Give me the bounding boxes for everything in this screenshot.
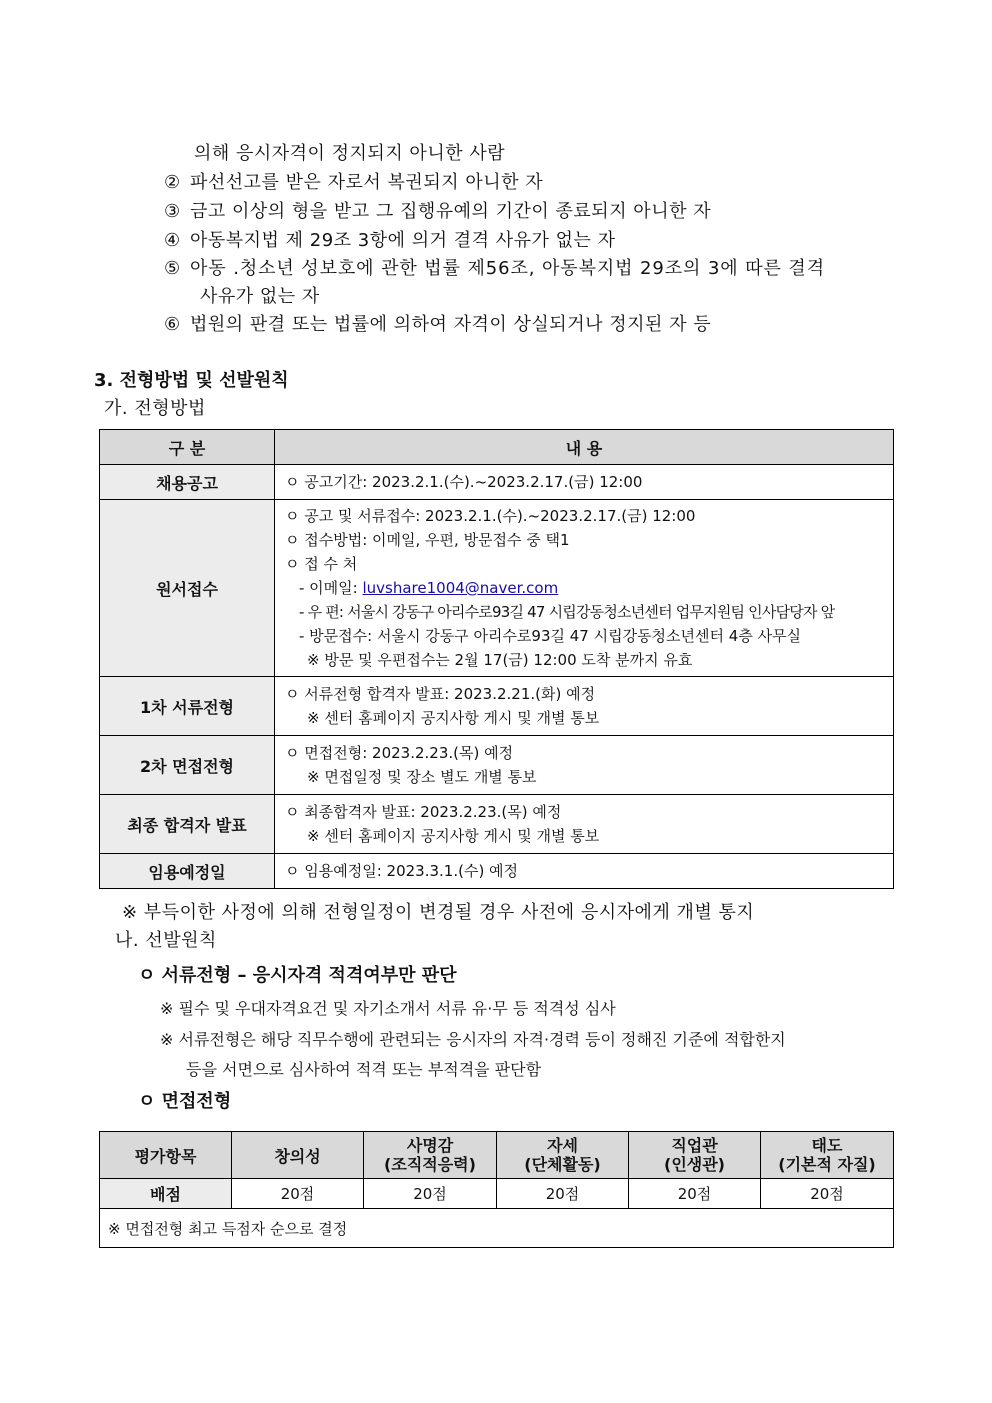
row-label: 1차 서류전형 [100, 677, 275, 736]
item-number: ⑤ [164, 258, 181, 279]
visit-line: - 방문접수: 서울시 강동구 아리수로93길 47 시립강동청소년센터 4층 사무실 [299, 627, 802, 645]
header-subline: (단체활동) [524, 1155, 601, 1174]
receipt-note: ※ 방문 및 우편접수는 2월 17(금) 12:00 도착 분까지 유효 [307, 651, 693, 669]
header-category: 구 분 [100, 430, 275, 465]
content-note: ※ 면접일정 및 장소 별도 개별 통보 [307, 768, 537, 786]
header-manner [761, 1132, 894, 1179]
score-row-label: 배점 [100, 1179, 232, 1209]
table-row [100, 500, 894, 677]
section-3-heading: 3. 전형방법 및 선발원칙 [94, 370, 289, 391]
interview-header-row [100, 1132, 894, 1179]
score-cell: 20점 [497, 1179, 629, 1209]
item-text: 법원의 판결 또는 법률에 의하여 자격이 상실되거나 정지된 자 등 [190, 314, 712, 335]
score-row [100, 1179, 894, 1209]
content-line: ㅇ 공고기간: 2023.2.1.(수).~2023.2.17.(금) 12:00 [285, 473, 643, 491]
row-label: 2차 면접전형 [100, 736, 275, 795]
doc-screening-note-2: ※ 서류전형은 해당 직무수행에 관련되는 응시자의 자격·경력 등이 정해진 기준에 적합한지 [160, 1030, 786, 1049]
header-creativity [232, 1132, 364, 1179]
eligibility-item-5 [164, 254, 825, 280]
schedule-table [99, 429, 894, 889]
interview-footnote: ※ 면접전형 최고 득점자 순으로 결정 [100, 1209, 894, 1248]
sub-heading-b: 나. 선발원칙 [115, 930, 217, 951]
interview-heading: ㅇ 면접전형 [138, 1091, 232, 1112]
header-subline: (조직적응력) [384, 1155, 476, 1174]
table-row [100, 736, 894, 795]
header-content: 내 용 [275, 430, 894, 465]
doc-screening-heading: ㅇ 서류전형 – 응시자격 적격여부만 판단 [138, 965, 457, 986]
content-line: ㅇ 면접전형: 2023.2.23.(목) 예정 [285, 744, 514, 762]
footnote-row [100, 1209, 894, 1248]
header-subline: (기본적 자질) [778, 1155, 876, 1174]
email-line [285, 576, 883, 600]
row-label: 최종 합격자 발표 [100, 795, 275, 854]
content-line: ㅇ 임용예정일: 2023.3.1.(수) 예정 [285, 862, 519, 880]
content-line: ㅇ 접수방법: 이메일, 우편, 방문접수 중 택1 [285, 531, 570, 549]
post-line: - 우 편: 서울시 강동구 아리수로93길 47 시립강동청소년센터 업무지원팀 인사담당자 앞 [299, 603, 835, 621]
doc-screening-note-1: ※ 필수 및 우대자격요건 및 자기소개서 서류 유·무 등 적격성 심사 [160, 999, 616, 1018]
item-number: ② [164, 172, 181, 193]
item-text: 아동복지법 제 29조 3항에 의거 결격 사유가 없는 자 [190, 230, 616, 251]
eligibility-item-6 [164, 310, 711, 336]
row-label: 채용공고 [100, 465, 275, 500]
score-cell: 20점 [761, 1179, 894, 1209]
header-line: 평가항목 [134, 1146, 197, 1166]
row-content [275, 736, 894, 795]
header-work-ethic [629, 1132, 761, 1179]
header-line: 태도 [811, 1136, 843, 1155]
item-text: 파선선고를 받은 자로서 복권되지 아니한 자 [190, 172, 544, 193]
content-line: ㅇ 서류전형 합격자 발표: 2023.2.21.(화) 예정 [285, 685, 596, 703]
email-link[interactable]: luvshare1004@naver.com [362, 579, 559, 597]
eligibility-item-2 [164, 168, 543, 194]
header-attitude-posture [497, 1132, 629, 1179]
header-line: 사명감 [406, 1136, 454, 1155]
item-number: ④ [164, 230, 181, 251]
eligibility-item-4 [164, 226, 616, 252]
item-number: ③ [164, 201, 181, 222]
eligibility-item-3 [164, 197, 711, 223]
score-cell: 20점 [364, 1179, 497, 1209]
row-content [275, 500, 894, 677]
eligibility-item-5-cont: 사유가 없는 자 [200, 286, 320, 307]
sub-heading-a: 가. 전형방법 [104, 398, 206, 419]
header-line: 자세 [547, 1136, 578, 1155]
item-text: 금고 이상의 형을 받고 그 집행유예의 기간이 종료되지 아니한 자 [190, 201, 712, 222]
table-row [100, 854, 894, 889]
table-header-row [100, 430, 894, 465]
eligibility-continuation: 의해 응시자격이 정지되지 아니한 사람 [194, 143, 506, 164]
content-note: ※ 센터 홈페이지 공지사항 게시 및 개별 통보 [307, 827, 600, 845]
header-line: 창의성 [274, 1146, 321, 1166]
score-cell: 20점 [629, 1179, 761, 1209]
content-line: ㅇ 접 수 처 [285, 555, 358, 573]
row-label: 임용예정일 [100, 854, 275, 889]
row-label: 원서접수 [100, 500, 275, 677]
item-text: 아동 .청소년 성보호에 관한 법률 제56조, 아동복지법 29조의 3에 따른 결격 [190, 258, 825, 279]
interview-table [99, 1131, 894, 1248]
header-subline: (인생관) [664, 1155, 725, 1174]
row-content [275, 795, 894, 854]
content-line: ㅇ 공고 및 서류접수: 2023.2.1.(수).~2023.2.17.(금) 12:00 [285, 507, 696, 525]
content-note: ※ 센터 홈페이지 공지사항 게시 및 개별 통보 [307, 709, 600, 727]
table-row [100, 465, 894, 500]
table-row [100, 795, 894, 854]
score-cell: 20점 [232, 1179, 364, 1209]
row-content [275, 854, 894, 889]
row-content [275, 677, 894, 736]
schedule-change-note: ※ 부득이한 사정에 의해 전형일정이 변경될 경우 사전에 응시자에게 개별 통지 [122, 902, 755, 923]
email-prefix: - 이메일: [299, 579, 363, 597]
content-line: ㅇ 최종합격자 발표: 2023.2.23.(목) 예정 [285, 803, 562, 821]
table-row [100, 677, 894, 736]
header-mission [364, 1132, 497, 1179]
header-line: 직업관 [671, 1136, 718, 1155]
header-criteria [100, 1132, 232, 1179]
item-number: ⑥ [164, 314, 181, 335]
doc-screening-note-2-cont: 등을 서면으로 심사하여 적격 또는 부적격을 판단함 [186, 1060, 542, 1079]
row-content [275, 465, 894, 500]
